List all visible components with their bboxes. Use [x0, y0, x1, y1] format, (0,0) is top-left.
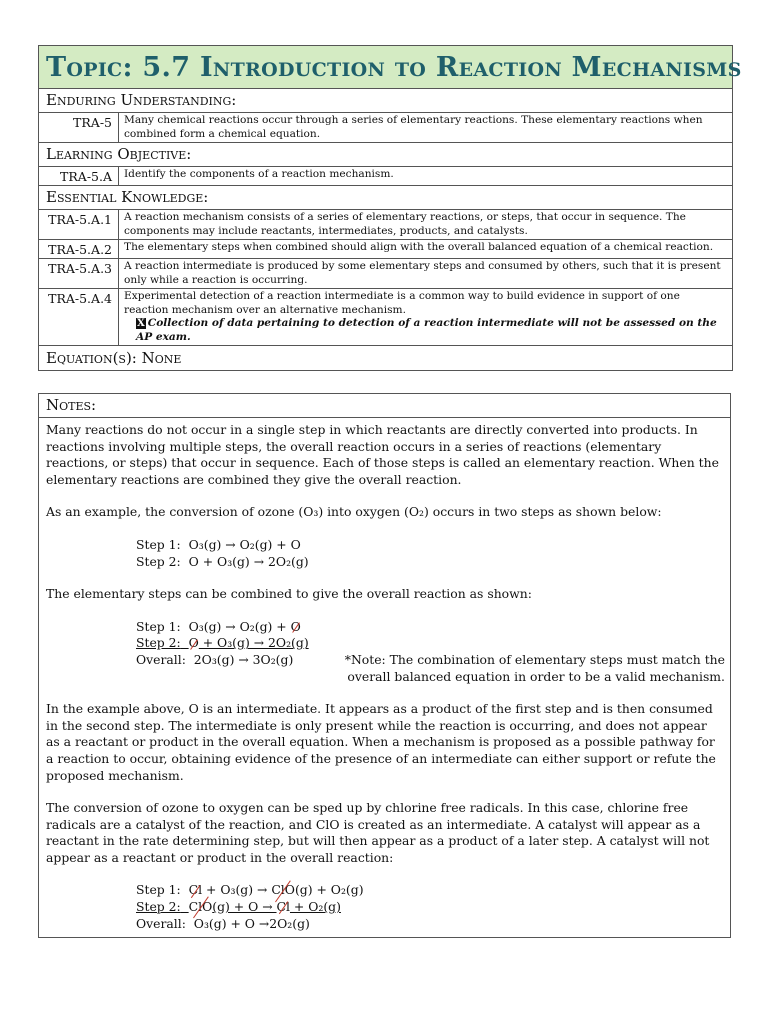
cancelled-term: O	[188, 635, 199, 651]
cancelled-term: O	[290, 618, 301, 634]
step-equation: O₃(g) → O₂(g) +	[188, 618, 291, 634]
step-line	[136, 882, 723, 899]
objective-row	[39, 167, 732, 186]
knowledge-row	[39, 259, 732, 289]
notes-heading: Notes:	[39, 394, 730, 418]
code-cell: TRA-5.A.4	[39, 289, 119, 345]
mechanism-note-line: *Note: The combination of elementary steps must match the	[344, 651, 725, 667]
step-label: Step 2:	[136, 553, 181, 569]
step-label: Step 1:	[136, 882, 181, 898]
text-cell: Many chemical reactions occur through a series of elementary reactions. These elementary reactions when combined form a chemical equation.	[124, 114, 703, 140]
step-line	[136, 537, 723, 554]
notes-paragraph: As an example, the conversion of ozone (O₃) into oxygen (O₂) occurs in two steps as shown below:	[46, 504, 662, 520]
step-line	[136, 619, 723, 636]
step-equation: + O₃(g) → 2O₂(g)	[198, 635, 309, 651]
code-cell: TRA-5.A.2	[39, 240, 119, 258]
notes-paragraph: Many reactions do not occur in a single step in which reactants are directly converted into products. In reactions involving multiple steps, the overall reaction occurs in a series of reactions (elementary reactions, or steps) that occur in sequence. Each of those steps is called an elementary reaction. When the elementary reactions are combined they give the overall reaction.	[46, 422, 719, 487]
overall-label: Overall:	[136, 915, 186, 931]
code-cell: TRA-5.A.3	[39, 259, 119, 288]
cancelled-term: ClO	[188, 899, 213, 915]
enduring-row	[39, 113, 732, 143]
code-cell: TRA-5	[39, 113, 119, 142]
catalyst-steps	[136, 882, 723, 932]
text-cell	[119, 289, 732, 345]
overall-label: Overall:	[136, 651, 186, 667]
title-row	[39, 46, 742, 89]
step-equation: (g) + O →	[212, 899, 277, 915]
ozone-steps	[136, 537, 723, 570]
step-equation: (g) + O₂(g)	[294, 882, 364, 898]
knowledge-row	[39, 289, 732, 346]
text-cell: The elementary steps when combined should align with the overall balanced equation of a chemical reaction.	[124, 241, 714, 253]
overall-line	[136, 916, 723, 933]
code-cell: TRA-5.A.1	[39, 210, 119, 239]
overall-line	[136, 652, 293, 685]
mechanism-note-line: overall balanced equation in order to be a valid mechanism.	[347, 668, 725, 684]
cancelled-term: Cl	[276, 899, 290, 915]
cancelled-term: ClO	[271, 882, 295, 898]
topic-box	[38, 45, 742, 371]
step-label: Step 1:	[136, 536, 181, 552]
step-label: Step 2:	[136, 899, 181, 915]
topic-title: Topic: 5.7 Introduction to Reaction Mechanisms	[46, 51, 742, 83]
equations-row: Equation(s): None	[46, 349, 182, 367]
step-line	[136, 899, 723, 916]
text-cell: Identify the components of a reaction mechanism.	[124, 168, 394, 180]
exclusion-text: Collection of data pertaining to detection of a reaction intermediate will not be assessed on the AP exam.	[136, 317, 717, 343]
overall-equation: 2O₃(g) → 3O₂(g)	[193, 651, 294, 667]
cancelled-term: Cl	[188, 882, 203, 898]
notes-box	[38, 393, 731, 938]
step-label: Step 2:	[136, 635, 181, 651]
notes-body	[39, 418, 730, 952]
step-equation: + O₃(g) →	[202, 882, 272, 898]
step-equation: + O₂(g)	[289, 899, 341, 915]
notes-paragraph: In the example above, O is an intermediate. It appears as a product of the first step and is then consumed in the second step. The intermediate is only present while the reaction is occurring, and does not appear as a reactant or product in the overall equation. When a mechanism is proposed as a possible pathway for a reaction to occur, obtaining evidence of the presence of an intermediate can either support or refute the proposed mechanism.	[46, 701, 716, 783]
enduring-understanding-heading: Enduring Understanding:	[39, 89, 732, 113]
step-line	[136, 554, 723, 571]
step-label: Step 1:	[136, 618, 181, 634]
combined-steps	[136, 619, 723, 685]
essential-knowledge-heading: Essential Knowledge:	[39, 186, 732, 210]
step-line	[136, 635, 723, 652]
notes-paragraph: The elementary steps can be combined to give the overall reaction as shown:	[46, 586, 532, 602]
step-equation: O₃(g) → O₂(g) + O	[188, 536, 301, 552]
overall-equation: O₃(g) + O →2O₂(g)	[193, 915, 310, 931]
exclusion-x-icon: X	[137, 318, 145, 329]
notes-paragraph: The conversion of ozone to oxygen can be sped up by chlorine free radicals. In this case, chlorine free radicals are a catalyst of the reaction, and ClO is created as an intermediate. A catalyst will appear as a reactant in the rate determining step, but will then appear as a product of a later step. A catalyst will not appear as a reactant or product in the overall reaction:	[46, 800, 710, 865]
knowledge-text: Experimental detection of a reaction intermediate is a common way to build evidence in support of one reaction mechanism over an alternative mechanism.	[124, 290, 680, 316]
knowledge-row	[39, 240, 732, 259]
mechanism-note	[345, 652, 725, 685]
text-cell: A reaction intermediate is produced by some elementary steps and consumed by others, such that it is present only while a reaction is occurring.	[124, 260, 721, 286]
step-equation: O + O₃(g) → 2O₂(g)	[188, 553, 309, 569]
overall-row	[136, 652, 723, 685]
knowledge-row	[39, 210, 732, 240]
text-cell: A reaction mechanism consists of a series of elementary reactions, or steps, that occur in sequence. The components may include reactants, intermediates, products, and catalysts.	[124, 211, 686, 237]
code-cell: TRA-5.A	[39, 167, 119, 185]
exclusion-note	[124, 317, 727, 344]
learning-objective-heading: Learning Objective:	[39, 143, 732, 167]
